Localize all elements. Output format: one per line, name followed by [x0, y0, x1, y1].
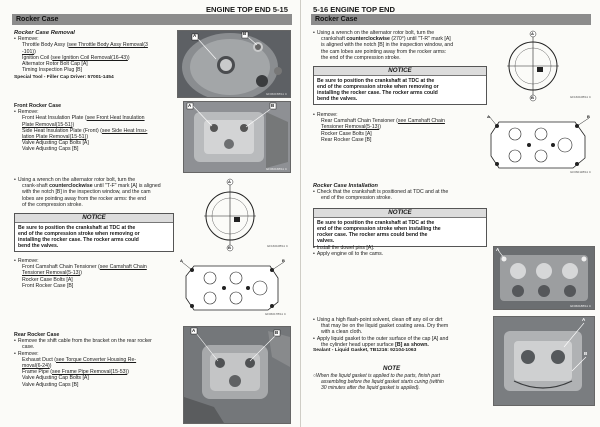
photo-code: GF06018BS1 C [569, 304, 591, 308]
front-remove: • Remove: [14, 109, 179, 115]
label-b: B [584, 351, 588, 356]
timing-mark-diagram [190, 178, 290, 252]
wrench-line: the end of the compression stroke. [321, 54, 401, 61]
rear-item: Valve Adjusting Caps [B] [22, 381, 79, 388]
solvent-line: with a clean cloth. [321, 329, 363, 336]
link-front-tensioner-page[interactable]: Tensioner Removal(5-13) [22, 270, 81, 277]
removal-item: -101)) [22, 48, 36, 55]
front-rocker-lineart [180, 258, 288, 316]
photo-code: GF06015BS1 C [265, 92, 287, 96]
link-frame-pipe[interactable]: see Frame Pipe Removal(15-53) [51, 369, 128, 376]
rear-item: Valve Adjusting Cap Bolts [A] [22, 375, 89, 382]
removal-block [14, 30, 174, 82]
front-item: Valve Adjusting Caps [B] [22, 146, 79, 153]
right-note [313, 365, 485, 391]
notice-body: Be sure to position the crankshaft at TDC at the end of the compression stroke when removing or installing the rocker case. The rocker arms could bend the valves. [18, 224, 140, 250]
right-notice-1 [313, 66, 487, 105]
right-wrench-step [313, 30, 483, 61]
diagram-label-b: B [282, 258, 285, 263]
installation-title: Rocker Case Installation [313, 183, 378, 189]
link-ignition-coil[interactable]: see Ignition Coil Removal(16-43) [52, 54, 128, 61]
wrench-line: crankshaft counterclockwise (270°) until "T-R" mark [A] [321, 36, 451, 43]
rear-rocker-lineart [487, 114, 593, 174]
right-remove-item: Rear Camshaft Chain Tensioner (see Camshaft Chain [321, 118, 445, 125]
removal-item: Timing Inspection Plug [B] [22, 67, 83, 74]
left-wrench-step [14, 177, 174, 208]
rear-rocker-block [14, 332, 180, 388]
label-a: A [188, 103, 192, 108]
link-rear-tensioner-page[interactable]: Tensioner Removal(5-13) [321, 124, 380, 131]
label-b: B [275, 330, 279, 335]
photo-code: GF06016BS1 C [265, 167, 287, 171]
install-bullet: • Check that the crankshaft is positioned at TDC and at the [313, 189, 485, 195]
rear-rocker-illustration [184, 327, 290, 423]
front-rocker-diagram [180, 258, 288, 316]
link-throttle-body[interactable]: see Throttle Body Assy Removal(3 [68, 42, 148, 49]
right-remove-block [313, 112, 485, 143]
note-header: NOTE [383, 365, 401, 372]
right-section-bar: Rocker Case [311, 14, 591, 25]
link-throttle-body-page[interactable]: -101) [22, 48, 35, 55]
front-remove-2 [14, 258, 179, 289]
install-bullet: end of the compression stroke. [321, 195, 392, 202]
front-item: Plate Removal(15-51)) [22, 121, 75, 128]
label-b: B [243, 31, 247, 36]
rear-bullet: • Remove the shift cable from the bracket on the rear rocker [14, 338, 180, 344]
diagram-code: GF06011BS1 C [570, 170, 591, 174]
label-b: B [271, 103, 275, 108]
front-rocker-photo [183, 101, 291, 173]
rear-item: Exhaust Duct (see Torque Converter Housing Re- [22, 356, 137, 363]
left-notice [14, 213, 174, 252]
label-a: A [192, 328, 196, 333]
left-page-header: ENGINE TOP END 5-15 [205, 5, 288, 14]
rear-rocker-title: Rear Rocker Case [14, 332, 60, 338]
right-remove-label: • Remove: [313, 112, 485, 118]
diagram-label-a: A [531, 31, 534, 36]
left-section-bar: Rocker Case [12, 14, 292, 25]
front-item: Front Heat Insulation Plate (see Front Heat Insulation [22, 115, 145, 122]
remove2-item: Rocker Case Bolts [A] [22, 276, 73, 283]
front-rocker-title: Front Rocker Case [14, 103, 62, 109]
gasket-steps [313, 317, 485, 354]
wrench-line: is aligned with the notch [B] in the inspection window, and [321, 42, 454, 49]
notice-body: Be sure to position the crankshaft at TDC at the end of the compression stroke when installing the rocker case. The rocker arms could bend the valves. [317, 219, 441, 245]
wrench-line: • Using a wrench on the alternator rotor bolt, turn the [14, 177, 174, 183]
dowel-pin-photo [493, 246, 595, 310]
diagram-label-a: A [180, 258, 183, 263]
front-rocker-illustration [184, 102, 290, 172]
notice-header: NOTICE [15, 214, 173, 223]
install-step: • Install the dowel pins [A]. [313, 245, 485, 251]
right-page-header: 5-16 ENGINE TOP END [313, 5, 396, 14]
gasket-line: the cylinder head upper surface [B] as shown. [321, 341, 429, 348]
sealant-spec: Sealant - Liquid Gasket, TB1216: 92104-1063 [313, 348, 417, 354]
note-body: ○When the liquid gasket is applied to the parts, finish part assembling before the liquid gasket starts curing (within 30 minutes after the liquid gasket is applied). [313, 372, 444, 391]
notice-body: Be sure to position the crankshaft at TDC at the end of the compression stroke when removing or installing the rocker case. The rocker arms could bend the valves. [317, 77, 439, 103]
diagram-code: GF16010BS1 C [569, 95, 591, 99]
remove2-item: Front Rocker Case [B] [22, 282, 74, 289]
rear-bullet: case. [22, 344, 35, 351]
rear-rocker-diagram [487, 114, 593, 174]
label-a: A [193, 33, 197, 38]
install-steps [313, 245, 485, 257]
removal-title: Rocker Case Removal [14, 30, 75, 36]
alternator-cover-photo [177, 30, 291, 98]
right-remove-item: Tensioner Removal(5-13)) [321, 124, 381, 131]
removal-item: Throttle Body Assy (see Throttle Body Assy Removal(3 [22, 42, 148, 49]
label-a: A [582, 317, 586, 322]
removal-item: Ignition Coil (see Ignition Coil Removal(16-43)) [22, 54, 130, 61]
front-item: Valve Adjusting Cap Bolts [A] [22, 140, 89, 147]
wrench-line: of the compression stroke. [22, 201, 83, 208]
wrench-line: the cam lobes are pointing away from the rocker arms: [321, 48, 447, 55]
diagram-code: GF16010BS1 C [266, 244, 288, 248]
wrench-line: crank-shaft counterclockwise until "T-F" mark [A] is aligned [22, 183, 161, 190]
timing-mark-diagram-rear [495, 30, 593, 102]
solvent-line: that may be on the liquid gasket coating area. Dry them [321, 323, 449, 330]
right-remove-item: Rocker Case Bolts [A] [321, 130, 372, 137]
link-exhaust-duct[interactable]: see Torque Converter Housing Re- [56, 356, 137, 363]
link-front-heat-plate[interactable]: see Front Heat Insulation [86, 115, 145, 122]
install-step: • Apply engine oil to the cams. [313, 251, 485, 257]
wrench-line: with the notch [B] in the inspection window, and the cam [22, 189, 151, 196]
wrench-line: lobes are pointing away from the rocker arms: the end [22, 195, 146, 202]
dowel-pin-illustration [494, 247, 594, 309]
special-tool: Special Tool - Filler Cap Driver: 57001-1454 [14, 75, 114, 81]
remove2-item: Front Camshaft Chain Tensioner (see Camshaft Chain [22, 264, 147, 271]
timing-mark-illustration [190, 178, 290, 252]
front-item: lation Plate Removal(15-51)) [22, 134, 89, 141]
removal-remove: • Remove: [14, 36, 174, 42]
diagram-label-b: B [228, 245, 231, 250]
link-front-tensioner[interactable]: see Camshaft Chain [99, 264, 147, 271]
notice-header: NOTICE [314, 209, 486, 218]
gasket-line: • Apply liquid gasket to the outer surface of the cap [A] and [313, 336, 485, 342]
rear-remove: • Remove: [14, 351, 180, 357]
remove2-item: Tensioner Removal(5-13)) [22, 270, 82, 277]
gasket-illustration [494, 317, 594, 405]
gasket-photo [493, 316, 595, 406]
alternator-cover-illustration [178, 31, 290, 97]
diagram-label-b: B [587, 114, 590, 119]
wrench-line: • Using a wrench on the alternator rotor bolt, turn the [313, 30, 483, 36]
rear-item: Frame Pipe (see Frame Pipe Removal(15-53)) [22, 369, 129, 376]
diagram-code: GF06017BS1 C [264, 312, 286, 316]
solvent-line: • Using a high flash-point solvent, clean off any oil or dirt [313, 317, 485, 323]
front-item: Side Heat Insulation Plate (Front) (see Side Heat Insu- [22, 127, 148, 134]
right-remove-item: Rear Rocker Case [B] [321, 136, 372, 143]
link-side-heat-plate[interactable]: see Side Heat Insu- [101, 127, 148, 134]
diagram-label-a: A [487, 114, 490, 119]
link-side-heat-plate-page[interactable]: lation Plate Removal(15-51) [22, 134, 87, 141]
link-exhaust-duct-page[interactable]: moval(6-24) [22, 363, 50, 370]
right-page [300, 0, 600, 427]
remove2-label: • Remove: [14, 258, 179, 264]
notice-header: NOTICE [314, 67, 486, 76]
installation-block [313, 183, 485, 202]
link-front-heat-plate-page[interactable]: Plate Removal(15-51) [22, 121, 73, 128]
diagram-label-a: A [228, 179, 231, 184]
rear-item: moval(6-24)) [22, 363, 52, 370]
label-a: A [496, 247, 500, 252]
rear-rocker-photo [183, 326, 291, 424]
diagram-label-b: B [531, 95, 534, 100]
right-notice-2 [313, 208, 487, 247]
timing-mark-rear-illustration [495, 30, 593, 102]
link-rear-tensioner[interactable]: see Camshaft Chain [397, 118, 445, 125]
removal-item: Alternator Rotor Bolt Cap [A] [22, 61, 88, 68]
front-rocker-block [14, 103, 179, 153]
